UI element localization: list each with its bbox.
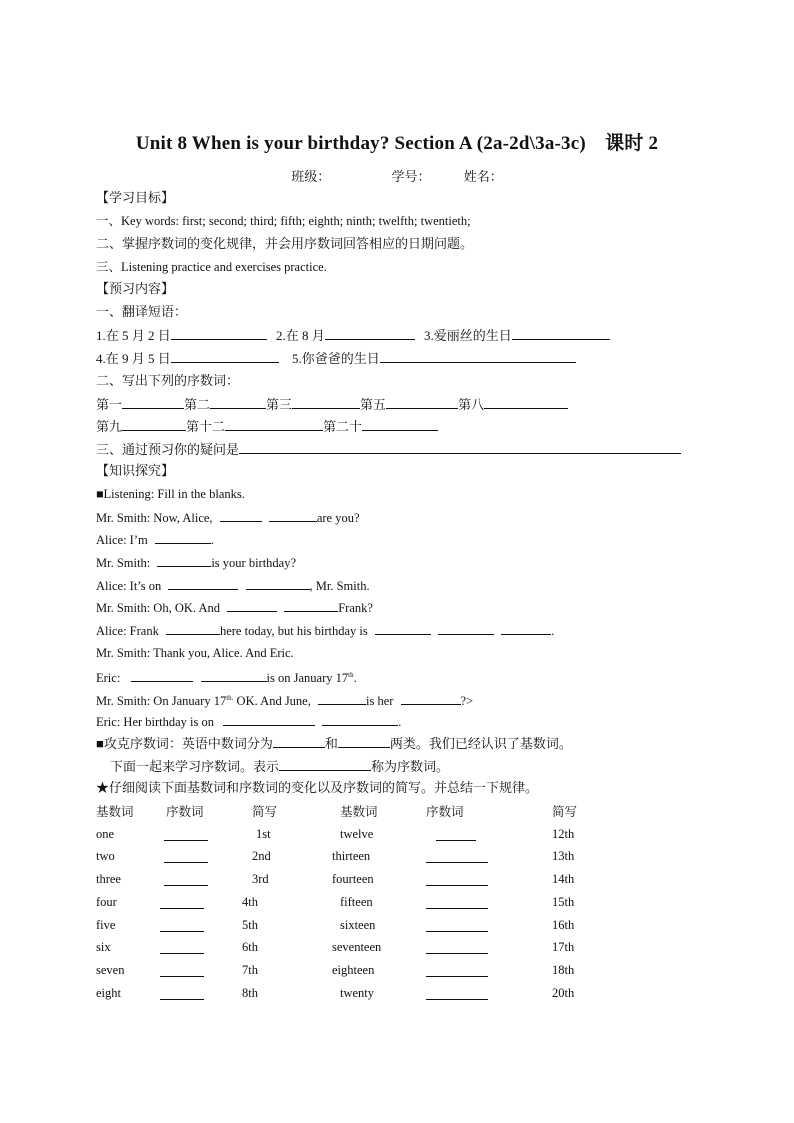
answer-blank[interactable] [292, 396, 360, 409]
answer-blank[interactable] [225, 418, 323, 431]
ordinal-item-8: 第八 [458, 397, 485, 412]
answer-blank[interactable] [426, 963, 488, 977]
dialogue-text: Alice: Frank [96, 624, 159, 638]
cardinal-word: eighteen [332, 962, 375, 977]
student-info-row [0, 166, 794, 185]
dialogue-line-8 [96, 667, 357, 686]
cardinal-word: fourteen [332, 872, 374, 887]
dialogue-line-9 [96, 690, 473, 709]
translate-item-1: 1.在 5 月 2 日 [96, 328, 171, 343]
listening-instruction: ■Listening: Fill in the blanks. [96, 487, 245, 501]
answer-blank[interactable] [401, 692, 461, 705]
answer-blank[interactable] [426, 940, 488, 954]
ordinal-item-5: 第五 [360, 397, 387, 412]
preview-heading: 【预习内容】 [96, 281, 175, 296]
dialogue-line-1 [96, 509, 360, 526]
answer-blank[interactable] [210, 396, 266, 409]
translate-item-3: 3.爱丽丝的生日 [424, 328, 512, 343]
ordinal-suffix: th. [226, 694, 234, 702]
table-header: 简写 [552, 805, 578, 819]
answer-blank[interactable] [171, 327, 267, 340]
ordinal-abbreviation: 12th [552, 826, 575, 841]
ordinal-abbreviation: 18th [552, 962, 575, 977]
answer-blank[interactable] [131, 669, 193, 682]
answer-blank[interactable] [164, 827, 208, 841]
attack-text: 和 [324, 736, 338, 751]
answer-blank[interactable] [386, 396, 458, 409]
attack-line-1 [96, 735, 572, 752]
dialogue-line-3 [96, 554, 296, 571]
dialogue-text: Alice: I’m [96, 533, 148, 547]
dialogue-text: . [210, 533, 214, 547]
ordinal-abbreviation: 8th [242, 985, 258, 1000]
answer-blank[interactable] [438, 622, 494, 635]
dialogue-text: Mr. Smith: Oh, OK. And [96, 601, 220, 615]
answer-blank[interactable] [155, 531, 211, 544]
cardinal-word: two [96, 849, 115, 864]
dialogue-line-7: Mr. Smith: Thank you, Alice. And Eric. [96, 646, 294, 660]
answer-blank[interactable] [160, 895, 204, 909]
worksheet-title: Unit 8 When is your birthday? Section A (2a-2d\3a-3c) 课时 2 [135, 133, 659, 154]
dialogue-text: is her [365, 694, 394, 708]
answer-blank[interactable] [157, 554, 211, 567]
answer-blank[interactable] [426, 872, 488, 886]
ordinal-abbreviation: 3rd [252, 872, 269, 887]
ordinal-abbreviation: 16th [552, 917, 575, 932]
cardinal-word: five [96, 917, 116, 932]
cardinal-word: twenty [340, 985, 375, 1000]
answer-blank[interactable] [220, 509, 262, 522]
dialogue-text: Frank? [338, 601, 373, 615]
ordinal-row-2 [96, 418, 438, 435]
answer-blank[interactable] [171, 350, 279, 363]
ordinal-abbreviation: 4th [242, 894, 258, 909]
translate-row-1 [96, 327, 610, 344]
answer-blank[interactable] [279, 758, 371, 771]
dialogue-line-10 [96, 713, 401, 730]
dialogue-text: here today, but his birthday is [219, 624, 368, 638]
ordinal-item-1: 第一 [96, 397, 123, 412]
answer-blank[interactable] [426, 895, 488, 909]
dialogue-text: are you? [316, 511, 360, 525]
ordinal-abbreviation: 2nd [252, 849, 271, 864]
answer-blank[interactable] [273, 735, 325, 748]
answer-blank[interactable] [426, 986, 488, 1000]
ordinal-heading: 二、写出下列的序数词： [96, 373, 240, 388]
dialogue-text: OK. And June, [233, 694, 311, 708]
dialogue-text: Mr. Smith: Now, Alice, [96, 511, 213, 525]
cardinal-word: seventeen [332, 940, 382, 955]
answer-blank[interactable] [160, 940, 204, 954]
attack-text: 称为序数词。 [371, 759, 450, 774]
answer-blank[interactable] [201, 669, 267, 682]
ordinal-item-2: 第二 [184, 397, 211, 412]
answer-blank[interactable] [164, 872, 208, 886]
explore-heading: 【知识探究】 [96, 463, 175, 478]
answer-blank[interactable] [269, 509, 317, 522]
answer-blank[interactable] [239, 441, 681, 454]
answer-blank[interactable] [227, 599, 277, 612]
answer-blank[interactable] [322, 713, 398, 726]
cardinal-word: thirteen [332, 849, 371, 864]
answer-blank[interactable] [436, 827, 476, 841]
answer-blank[interactable] [484, 396, 568, 409]
cardinal-word: three [96, 872, 121, 887]
cardinal-word: six [96, 940, 111, 955]
dialogue-text: . [353, 671, 357, 685]
question-heading: 三、通过预习你的疑问是 [96, 442, 240, 457]
dialogue-text: . [398, 715, 402, 729]
ordinal-abbreviation: 15th [552, 894, 575, 909]
answer-blank[interactable] [338, 735, 390, 748]
goal-3: 三、Listening practice and exercises practice. [96, 260, 327, 274]
dialogue-text: . [551, 624, 555, 638]
ordinal-item-3: 第三 [266, 397, 293, 412]
dialogue-text: Alice: It’s on [96, 579, 162, 593]
goal-2: 二、掌握序数词的变化规律，并会用序数词回答相应的日期问题。 [96, 236, 474, 251]
answer-blank[interactable] [501, 622, 551, 635]
answer-blank[interactable] [160, 986, 204, 1000]
translate-row-2 [96, 350, 576, 367]
dialogue-text: Eric: Her birthday is on [96, 715, 215, 729]
answer-blank[interactable] [166, 622, 220, 635]
ordinal-abbreviation: 6th [242, 940, 258, 955]
goals-heading: 【学习目标】 [96, 190, 175, 205]
dialogue-line-5 [96, 599, 373, 616]
cardinal-word: seven [96, 962, 125, 977]
ordinal-abbreviation: 13th [552, 849, 575, 864]
answer-blank[interactable] [168, 577, 238, 590]
dialogue-text: Eric: [96, 671, 121, 685]
ordinal-item-20: 第二十 [323, 419, 363, 434]
translate-item-5: 5.你爸爸的生日 [292, 351, 380, 366]
ordinal-item-12: 第十二 [186, 419, 226, 434]
answer-blank[interactable] [284, 599, 338, 612]
attack-text: 两类。我们已经认识了基数词。 [389, 736, 572, 751]
ordinal-abbreviation: 17th [552, 940, 575, 955]
answer-blank[interactable] [246, 577, 310, 590]
table-header: 基数词 [340, 805, 378, 819]
answer-blank[interactable] [362, 418, 438, 431]
translate-heading: 一、翻译短语： [96, 304, 188, 319]
ordinal-row-1 [96, 396, 568, 413]
answer-blank[interactable] [160, 918, 204, 932]
dialogue-text: , Mr. Smith. [309, 579, 370, 593]
cardinal-word: fifteen [340, 894, 373, 909]
dialogue-text: is on January 17 [266, 671, 349, 685]
ordinal-abbreviation: 20th [552, 985, 575, 1000]
cardinal-word: eight [96, 985, 121, 1000]
answer-blank[interactable] [426, 918, 488, 932]
dialogue-text: ?> [460, 694, 474, 708]
attack-line-2 [110, 758, 449, 775]
answer-blank[interactable] [122, 396, 184, 409]
attack-line-3: ★仔细阅读下面基数词和序数词的变化以及序数词的简写。并总结一下规律。 [96, 780, 539, 795]
student-name-field-label: 姓名： [463, 169, 503, 184]
answer-blank[interactable] [160, 963, 204, 977]
dialogue-line-6 [96, 622, 554, 639]
cardinal-word: sixteen [340, 917, 376, 932]
table-header: 简写 [252, 805, 278, 819]
ordinal-item-9: 第九 [96, 419, 123, 434]
answer-blank[interactable] [512, 327, 610, 340]
translate-item-4: 4.在 9 月 5 日 [96, 351, 171, 366]
ordinal-suffix: th [348, 671, 354, 679]
answer-blank[interactable] [223, 713, 315, 726]
dialogue-line-2 [96, 531, 214, 548]
answer-blank[interactable] [122, 418, 186, 431]
ordinal-abbreviation: 5th [242, 917, 258, 932]
answer-blank[interactable] [325, 327, 415, 340]
answer-blank[interactable] [426, 849, 488, 863]
question-row [96, 441, 681, 458]
dialogue-text: Mr. Smith: [96, 556, 151, 570]
dialogue-text: Mr. Smith: On January 17 [96, 694, 227, 708]
answer-blank[interactable] [318, 692, 366, 705]
dialogue-line-4 [96, 577, 370, 594]
attack-text: 下面一起来学习序数词。表示 [110, 759, 280, 774]
attack-text: ■攻克序数词：英语中数词分为 [96, 736, 273, 751]
table-header: 基数词 [96, 805, 134, 819]
table-header: 序数词 [426, 805, 464, 819]
answer-blank[interactable] [375, 622, 431, 635]
cardinal-word: twelve [340, 826, 374, 841]
student-number-field-label: 学号： [391, 169, 431, 184]
answer-blank[interactable] [380, 350, 576, 363]
class-field-label: 班级： [291, 169, 331, 184]
ordinal-abbreviation: 1st [256, 826, 271, 841]
ordinal-abbreviation: 7th [242, 962, 258, 977]
dialogue-text: is your birthday? [211, 556, 297, 570]
ordinal-abbreviation: 14th [552, 872, 575, 887]
answer-blank[interactable] [164, 849, 208, 863]
goal-1: 一、Key words: first; second; third; fifth; eighth; ninth; twelfth; twentieth; [96, 214, 471, 228]
table-header: 序数词 [166, 805, 204, 819]
translate-item-2: 2.在 8 月 [276, 328, 325, 343]
cardinal-word: one [96, 826, 115, 841]
cardinal-word: four [96, 894, 117, 909]
